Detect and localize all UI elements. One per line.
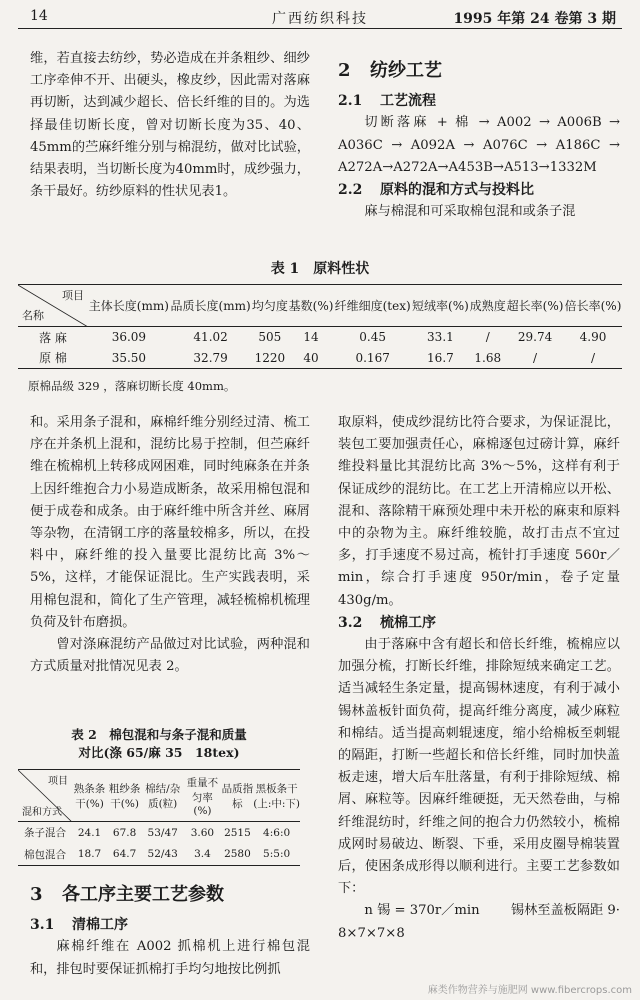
journal-name: 广西纺织科技 <box>272 11 368 27</box>
column-header: 主体长度(mm) <box>88 299 169 313</box>
parameter-line <box>338 900 620 922</box>
column-header: 重量不匀率(%) <box>186 776 219 817</box>
left-bottom-column <box>30 884 310 981</box>
section-3-heading: 3 各工序主要工艺参数 <box>30 884 224 905</box>
process-flow: 切断落麻 + 棉 → A002 → A006B → A036C → A092A → A076C → A186C → A272A→A272A→A453B→A513→1332M <box>338 115 620 175</box>
left-mid-column <box>30 412 310 678</box>
column-header: 均匀度 <box>251 299 288 313</box>
table-row: 条子混合 24.1 67.8 53/47 3.60 2515 4:6:0 <box>24 826 291 840</box>
column-header: 倍长率(%) <box>564 299 622 313</box>
paragraph: 和。采用条子混和，麻棉纤维分别经过清、梳工序在并条机上混和，混纺比易于控制，但苎麻纤维在梳棉机上转移成网困难，同时纯麻条在并条上因纤维抱合力小易造成断条，故采用棉包混和便于成卷和成条。由于麻纤维中所含并丝、麻屑等杂物，在清钢工序的落量较棉多，所以，在投料中，麻纤维的投入量要比混纺比高 3%～5%，这样，才能保证混比。生产实践表明，采用棉包混和，简化了生产管理，减轻梳棉机梳理负荷及针布磨损。 <box>30 415 310 630</box>
column-header: 品质指标 <box>221 782 254 810</box>
table-row: 棉包混合 18.7 64.7 52/43 3.4 2580 5:5:0 <box>24 848 291 861</box>
table-row: 落 麻 36.09 41.02 505 14 0.45 33.1 / 29.74 4.90 <box>39 330 607 345</box>
paragraph: 麻棉纤维在 A002 抓棉机上进行棉包混和，排包时要保证抓棉打手均匀地按比例抓 <box>30 939 310 977</box>
column-header: 基数(%) <box>288 299 334 313</box>
paragraph: 取原料，使成纱混纺比符合要求，为保证混比，装包工要加强责任心，麻棉逐包过磅计算，麻纤维投料量比其混纺比高 3%～5%，这样有利于保证成纱的混纺比。在工艺上开清棉应以开松、混和、落除精干麻预处理中未开松的麻束和原料中的杂物为主。麻纤维较脆，故打击点不宜过多，打手速度不易过高，梳针打手速度 560r／min，综合打手速度 950r/min，卷子定量 430g/m。 <box>338 415 620 608</box>
column-header: 纤维细度(tex) <box>334 299 411 313</box>
table-2 <box>18 769 300 866</box>
paragraph: 麻与棉混和可采取棉包混和或条子混 <box>364 204 576 220</box>
gauge-values: 8×7×7×8 <box>338 925 405 941</box>
running-header <box>18 6 622 29</box>
table-corner: 项目 名称 <box>18 285 88 327</box>
paragraph: 由于落麻中含有超长和倍长纤维，梳棉应以加强分梳，打断长纤维，排除短绒来确定工艺。适当减轻生条定量，提高锡林速度，有利于减小锡林盖板针面负荷，提高纤维分离度，减少麻粒和棉结。适当提高刺辊速度，缩小给棉板至刺辊的隔距，打断一些超长和倍长纤维，同时加快盖板走速，增大后车肚落量，有利于排除短绒、棉屑、麻粒等。因麻纤维硬挺，无天然卷曲，与棉纤维混纺时，纤维之间的抱合力仍然较小，梳棉成网时易破边、断裂、下垂，采用皮圈导棉装置后，使困条成形得以顺利进行。主要工艺参数如下： <box>338 637 620 897</box>
paragraph: 曾对涤麻混纺产品做过对比试验，两种混和方式质量对批情况见表 2。 <box>30 637 310 675</box>
column-header: 粗纱条干(%) <box>108 782 141 810</box>
column-header: 品质长度(mm) <box>170 299 251 313</box>
column-header: 短绒率(%) <box>412 299 469 313</box>
left-top-column <box>30 48 310 203</box>
table-corner: 项目 混和方式 <box>18 770 72 822</box>
column-header: 熟条条干(%) <box>73 782 106 810</box>
column-header: 黑板条干(上:中:下) <box>253 782 300 810</box>
section-3-1-heading: 3.1 清棉工序 <box>30 917 128 934</box>
section-2-2-heading: 2.2 原料的混和方式与投料比 <box>338 182 534 199</box>
table-2-caption: 表 2 棉包混和与条子混和质量 对比(涤 65/麻 35 18tex) <box>71 727 247 760</box>
right-top-column <box>338 60 620 223</box>
cylinder-speed: n 锡 = 370r／min <box>364 903 480 919</box>
column-header: 成熟度 <box>469 299 506 313</box>
paragraph: 维，若直接去纺纱，势必造成在并条粗纱、细纱工序牵伸不开、出硬头，橡皮纱，因此需对落麻再切断，达到减少超长、倍长纤维的目的。为选择最佳切断长度，曾对切断长度为35、40、45mm的苎麻纤维分别与棉混纺，做对比试验，结果表明，当切断长度为40mm时，成纱强力，条干最好。纺纱原料的性状见表1。 <box>30 51 310 200</box>
section-2-1-heading: 2.1 工艺流程 <box>338 93 436 110</box>
right-mid-column <box>338 412 620 945</box>
issue-info: 1995 年第 24 卷第 3 期 <box>453 11 616 27</box>
table-1-note: 原棉品级 329 ，落麻切断长度 40mm。 <box>28 379 236 393</box>
table-row: 原 棉 35.50 32.79 1220 40 0.167 16.7 1.68 / / <box>39 350 596 366</box>
table-1 <box>18 284 622 369</box>
column-header: 超长率(%) <box>506 299 564 313</box>
cylinder-flat-gauge: 锡林至盖板隔距 9· <box>510 903 620 919</box>
section-2-heading: 2 纺纱工艺 <box>338 60 442 81</box>
section-3-2-heading: 3.2 梳棉工序 <box>338 614 436 631</box>
page-number: 14 <box>30 8 48 24</box>
table-1-caption: 表 1 原料性状 <box>270 261 370 277</box>
column-header: 棉结/杂质(粒) <box>145 782 181 810</box>
watermark: 麻类作物营养与施肥网 www.fibercrops.com <box>427 985 632 996</box>
